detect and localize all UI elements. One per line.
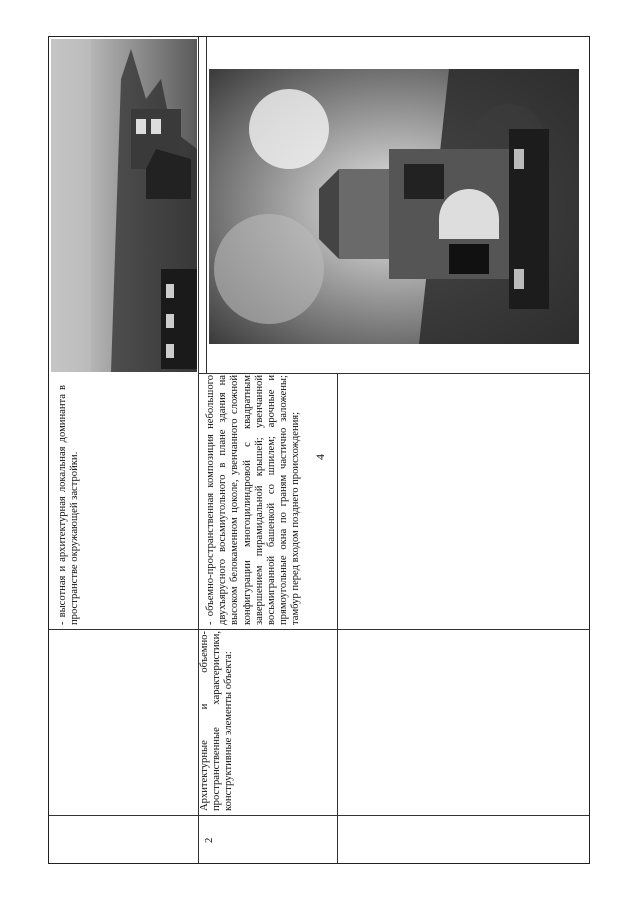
row1-text: - высотная и архитектурная локальная доминанта в пространстве окружающей застройки. [57,385,81,625]
photo-church-closeup [209,69,579,344]
column-divider-3 [206,37,207,373]
row-label: Архитектурные и объемно-пространственные характеристики, конструктивные элементы объекта: [199,631,235,811]
row-divider-1 [49,629,589,630]
column-divider-2 [337,373,338,863]
row-description: - объемно-пространственная композиция небольшого двухъярусного восьмиугольного в плане здания на высоком белокаменном цоколе, увенчанного сложной конфигурации многоцилиндровой с квадратным завершением пирамидальной крышей; увенчанной восьмигранной башенкой со шпилем; арочные и прямоугольные окна по граням частично заложены; тамбур перед входом позднего происхождения; [205,375,302,625]
document-table [48,36,590,864]
row-divider-2 [49,815,589,816]
page-number: 4 [313,454,327,460]
photo-divider [198,373,589,374]
row-number: 2 [204,837,215,843]
photo-church-street-view [51,39,197,372]
